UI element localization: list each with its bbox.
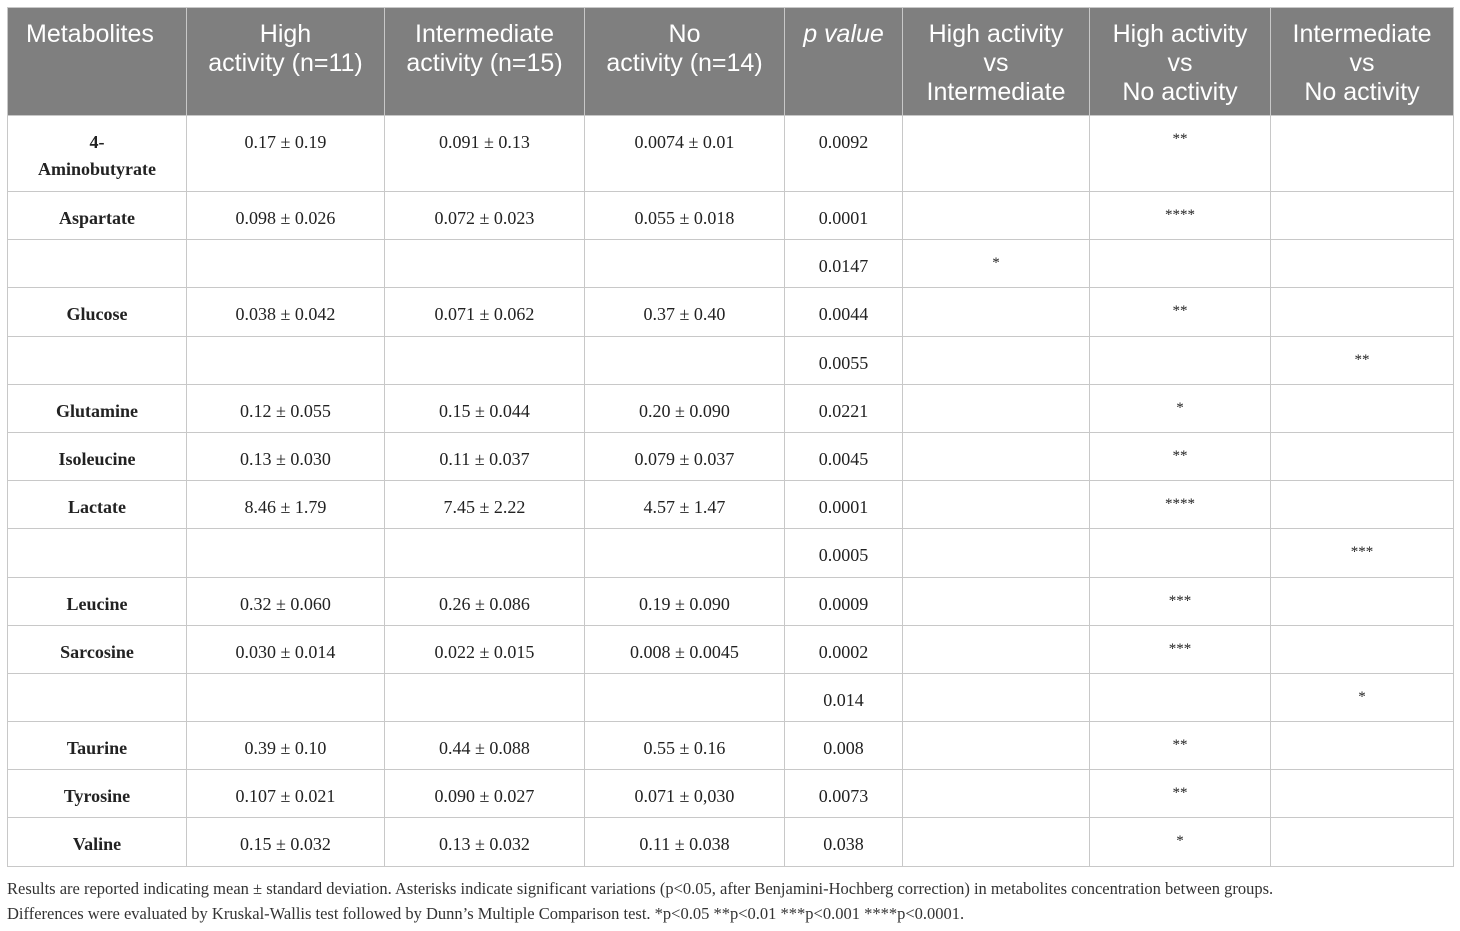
footnote-line-1: Results are reported indicating mean ± standard deviation. Asterisks indicate significant variations (p<0.05, after Benjamini-Hochberg correction) in metabolites concentration between groups.	[7, 879, 1274, 898]
high-activity-cell: 0.17 ± 0.19	[187, 116, 385, 192]
high-vs-no-cell: ***	[1090, 625, 1271, 673]
intermediate-vs-no-cell	[1271, 432, 1454, 480]
p-value-cell: 0.0002	[785, 625, 903, 673]
p-value-cell: 0.0005	[785, 529, 903, 577]
metabolite-name-cell: Tyrosine	[8, 770, 187, 818]
high-vs-no-cell: **	[1090, 432, 1271, 480]
intermediate-activity-cell	[385, 240, 585, 288]
no-activity-cell	[585, 240, 785, 288]
metabolite-name-cell: Isoleucine	[8, 432, 187, 480]
high-vs-intermediate-cell	[903, 722, 1090, 770]
no-activity-cell: 0.11 ± 0.038	[585, 818, 785, 866]
high-vs-no-cell: ***	[1090, 577, 1271, 625]
header-high-vs-intermediate: High activity vs Intermediate	[903, 8, 1090, 116]
intermediate-activity-cell	[385, 529, 585, 577]
intermediate-vs-no-cell	[1271, 577, 1454, 625]
metabolite-name-cell: Glucose	[8, 288, 187, 336]
metabolite-name-cell	[8, 673, 187, 721]
table-row	[8, 240, 1454, 288]
p-value-cell: 0.0001	[785, 481, 903, 529]
high-vs-intermediate-cell	[903, 577, 1090, 625]
high-activity-cell: 0.15 ± 0.032	[187, 818, 385, 866]
p-value-cell: 0.0147	[785, 240, 903, 288]
metabolite-name-cell: Glutamine	[8, 384, 187, 432]
p-value-cell: 0.0073	[785, 770, 903, 818]
high-vs-intermediate-cell	[903, 481, 1090, 529]
intermediate-activity-cell: 0.022 ± 0.015	[385, 625, 585, 673]
intermediate-vs-no-cell	[1271, 722, 1454, 770]
p-value-cell: 0.0001	[785, 192, 903, 240]
metabolite-name-cell: Sarcosine	[8, 625, 187, 673]
intermediate-vs-no-cell	[1271, 288, 1454, 336]
intermediate-vs-no-cell	[1271, 481, 1454, 529]
no-activity-cell: 0.0074 ± 0.01	[585, 116, 785, 192]
no-activity-cell: 0.055 ± 0.018	[585, 192, 785, 240]
metabolite-name-cell	[8, 336, 187, 384]
high-vs-no-cell: **	[1090, 288, 1271, 336]
high-vs-no-cell	[1090, 240, 1271, 288]
metabolite-name-cell: Lactate	[8, 481, 187, 529]
high-vs-intermediate-cell	[903, 116, 1090, 192]
intermediate-activity-cell: 0.15 ± 0.044	[385, 384, 585, 432]
intermediate-vs-no-cell	[1271, 818, 1454, 866]
table-row	[8, 625, 1454, 673]
high-activity-cell	[187, 529, 385, 577]
high-vs-no-cell	[1090, 673, 1271, 721]
no-activity-cell: 0.079 ± 0.037	[585, 432, 785, 480]
metabolite-name-cell	[8, 529, 187, 577]
high-vs-no-cell	[1090, 336, 1271, 384]
high-activity-cell: 0.098 ± 0.026	[187, 192, 385, 240]
p-value-cell: 0.0055	[785, 336, 903, 384]
high-activity-cell: 0.32 ± 0.060	[187, 577, 385, 625]
high-vs-intermediate-cell	[903, 336, 1090, 384]
table-row	[8, 818, 1454, 866]
header-metabolites: Metabolites	[8, 8, 187, 116]
high-activity-cell	[187, 673, 385, 721]
no-activity-cell	[585, 673, 785, 721]
high-activity-cell: 0.030 ± 0.014	[187, 625, 385, 673]
footnote-line-2: Differences were evaluated by Kruskal-Wallis test followed by Dunn’s Multiple Comparison test. *p<0.05 **p<0.01 ***p<0.001 ****p<0.0001.	[7, 904, 965, 923]
high-vs-intermediate-cell	[903, 818, 1090, 866]
high-activity-cell: 0.39 ± 0.10	[187, 722, 385, 770]
p-value-cell: 0.038	[785, 818, 903, 866]
metabolite-name-cell: Leucine	[8, 577, 187, 625]
high-vs-no-cell: ****	[1090, 192, 1271, 240]
intermediate-activity-cell: 0.071 ± 0.062	[385, 288, 585, 336]
high-activity-cell: 0.13 ± 0.030	[187, 432, 385, 480]
intermediate-activity-cell: 7.45 ± 2.22	[385, 481, 585, 529]
intermediate-activity-cell: 0.072 ± 0.023	[385, 192, 585, 240]
p-value-cell: 0.0221	[785, 384, 903, 432]
high-vs-no-cell: **	[1090, 116, 1271, 192]
metabolite-name-cell	[8, 240, 187, 288]
high-vs-intermediate-cell	[903, 384, 1090, 432]
table-row	[8, 384, 1454, 432]
high-vs-no-cell	[1090, 529, 1271, 577]
high-vs-intermediate-cell	[903, 529, 1090, 577]
p-value-cell: 0.014	[785, 673, 903, 721]
table-row	[8, 577, 1454, 625]
p-value-cell: 0.0044	[785, 288, 903, 336]
table-row	[8, 432, 1454, 480]
no-activity-cell: 0.071 ± 0,030	[585, 770, 785, 818]
metabolite-name-cell: Taurine	[8, 722, 187, 770]
no-activity-cell: 0.37 ± 0.40	[585, 288, 785, 336]
intermediate-activity-cell: 0.090 ± 0.027	[385, 770, 585, 818]
p-value-cell: 0.0092	[785, 116, 903, 192]
no-activity-cell	[585, 529, 785, 577]
intermediate-activity-cell: 0.26 ± 0.086	[385, 577, 585, 625]
header-p-value: p value	[785, 8, 903, 116]
metabolite-name-cell: 4- Aminobutyrate	[8, 116, 187, 192]
intermediate-activity-cell: 0.11 ± 0.037	[385, 432, 585, 480]
header-intermediate-vs-no: Intermediate vs No activity	[1271, 8, 1454, 116]
intermediate-vs-no-cell: **	[1271, 336, 1454, 384]
intermediate-activity-cell	[385, 673, 585, 721]
metabolite-name-cell: Aspartate	[8, 192, 187, 240]
header-high-vs-no: High activity vs No activity	[1090, 8, 1271, 116]
intermediate-vs-no-cell	[1271, 384, 1454, 432]
high-activity-cell: 0.12 ± 0.055	[187, 384, 385, 432]
high-vs-intermediate-cell	[903, 192, 1090, 240]
intermediate-vs-no-cell	[1271, 192, 1454, 240]
high-vs-no-cell: **	[1090, 722, 1271, 770]
high-vs-intermediate-cell	[903, 432, 1090, 480]
no-activity-cell: 0.55 ± 0.16	[585, 722, 785, 770]
high-activity-cell: 0.107 ± 0.021	[187, 770, 385, 818]
high-vs-no-cell: **	[1090, 770, 1271, 818]
metabolites-table	[7, 7, 1454, 867]
table-row	[8, 288, 1454, 336]
intermediate-vs-no-cell	[1271, 240, 1454, 288]
p-value-cell: 0.008	[785, 722, 903, 770]
no-activity-cell: 0.19 ± 0.090	[585, 577, 785, 625]
high-activity-cell: 8.46 ± 1.79	[187, 481, 385, 529]
no-activity-cell: 0.008 ± 0.0045	[585, 625, 785, 673]
table-row	[8, 770, 1454, 818]
table-row	[8, 673, 1454, 721]
high-vs-intermediate-cell	[903, 288, 1090, 336]
no-activity-cell	[585, 336, 785, 384]
no-activity-cell: 4.57 ± 1.47	[585, 481, 785, 529]
intermediate-vs-no-cell	[1271, 625, 1454, 673]
intermediate-activity-cell: 0.091 ± 0.13	[385, 116, 585, 192]
intermediate-vs-no-cell	[1271, 770, 1454, 818]
high-vs-intermediate-cell	[903, 673, 1090, 721]
high-activity-cell	[187, 240, 385, 288]
intermediate-activity-cell: 0.44 ± 0.088	[385, 722, 585, 770]
metabolite-name-cell: Valine	[8, 818, 187, 866]
header-no-activity: No activity (n=14)	[585, 8, 785, 116]
table-row	[8, 192, 1454, 240]
high-vs-intermediate-cell	[903, 770, 1090, 818]
table-footnote	[7, 876, 1457, 926]
high-vs-no-cell: ****	[1090, 481, 1271, 529]
p-value-cell: 0.0045	[785, 432, 903, 480]
table-row	[8, 529, 1454, 577]
high-vs-no-cell: *	[1090, 818, 1271, 866]
table-row	[8, 116, 1454, 192]
high-activity-cell	[187, 336, 385, 384]
high-vs-no-cell: *	[1090, 384, 1271, 432]
no-activity-cell: 0.20 ± 0.090	[585, 384, 785, 432]
intermediate-vs-no-cell	[1271, 116, 1454, 192]
high-vs-intermediate-cell: *	[903, 240, 1090, 288]
table-header-row	[8, 8, 1454, 116]
table-row	[8, 722, 1454, 770]
header-intermediate-activity: Intermediate activity (n=15)	[385, 8, 585, 116]
high-activity-cell: 0.038 ± 0.042	[187, 288, 385, 336]
p-value-cell: 0.0009	[785, 577, 903, 625]
intermediate-vs-no-cell: ***	[1271, 529, 1454, 577]
table-row	[8, 481, 1454, 529]
intermediate-vs-no-cell: *	[1271, 673, 1454, 721]
header-high-activity: High activity (n=11)	[187, 8, 385, 116]
intermediate-activity-cell	[385, 336, 585, 384]
table-body	[8, 116, 1454, 867]
table-row	[8, 336, 1454, 384]
intermediate-activity-cell: 0.13 ± 0.032	[385, 818, 585, 866]
high-vs-intermediate-cell	[903, 625, 1090, 673]
